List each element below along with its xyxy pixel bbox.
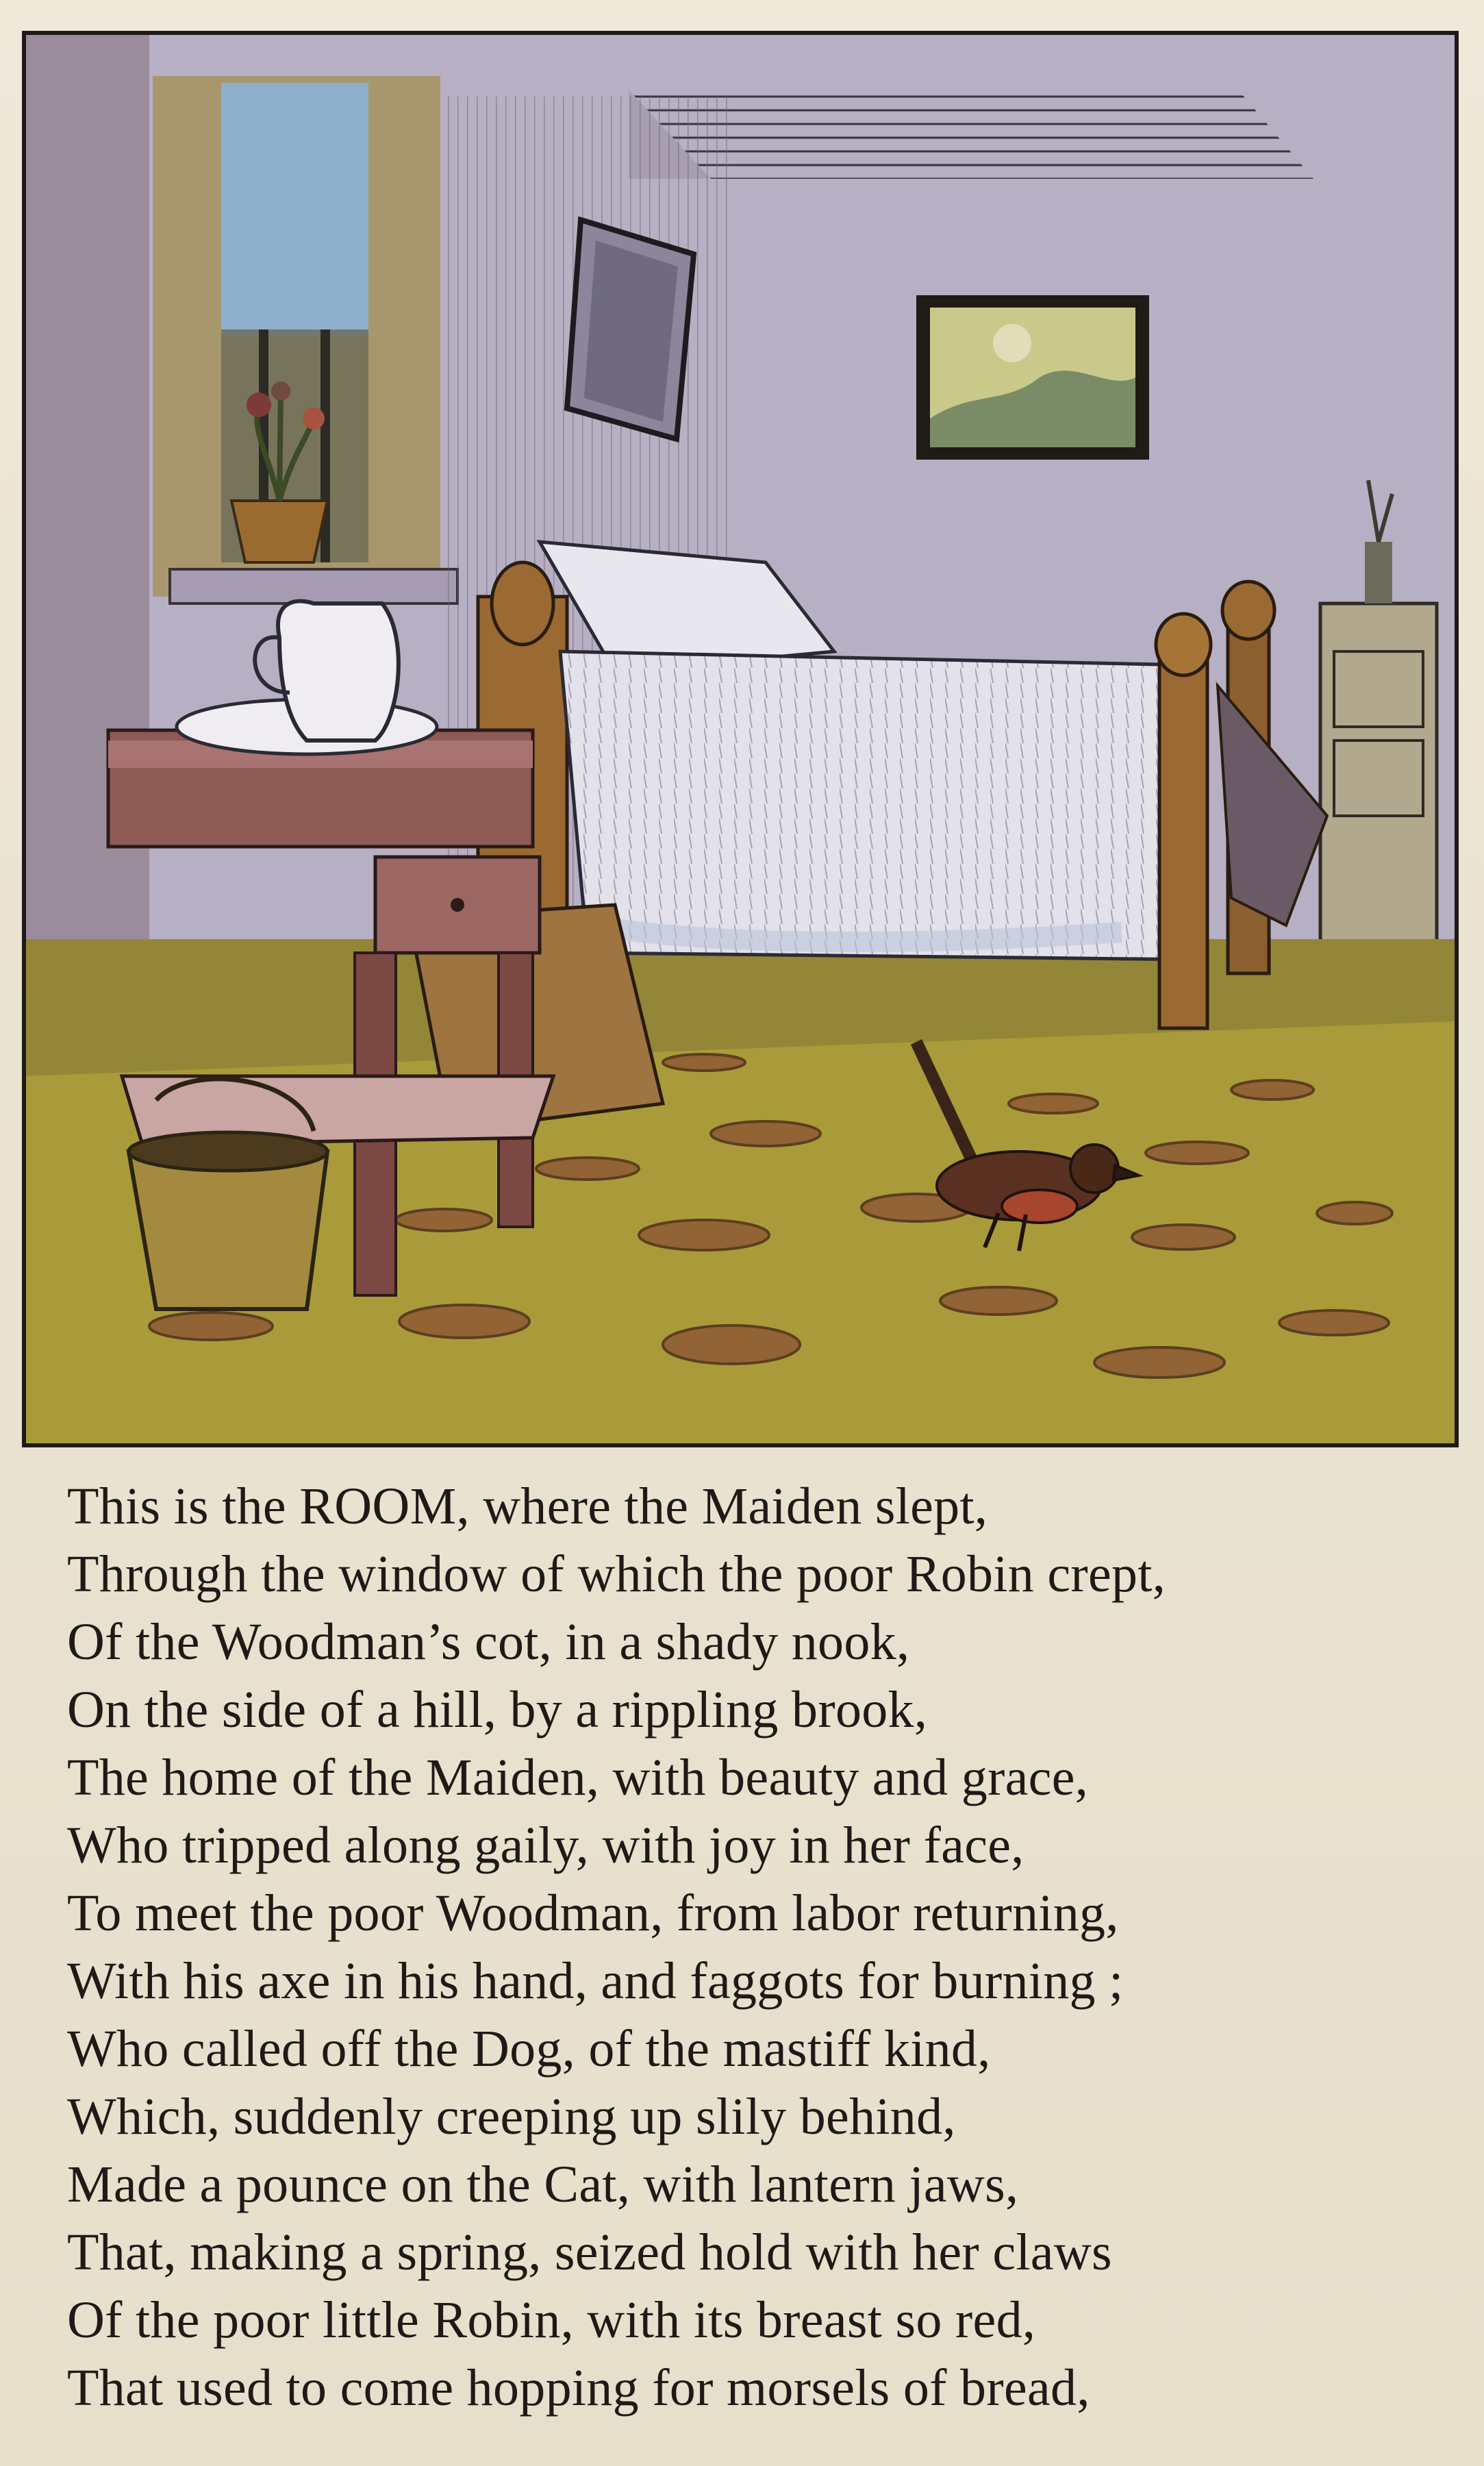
bucket	[129, 1151, 327, 1309]
verse-line: Of the Woodman’s cot, in a shady nook,	[67, 1613, 910, 1671]
verse-line: Who tripped along gaily, with joy in her face,	[67, 1817, 1024, 1874]
window-sky	[221, 83, 368, 336]
verse-line: Made a pounce on the Cat, with lantern jaws,	[67, 2156, 1019, 2213]
left-wall-shadow	[26, 35, 149, 1062]
verse-line: Which, suddenly creeping up slily behind,	[67, 2088, 956, 2145]
verse-line: That used to come hopping for morsels of bread,	[67, 2359, 1090, 2417]
bedroom-illustration	[26, 35, 1455, 1443]
verse-line: That, making a spring, seized hold with her claws	[67, 2224, 1112, 2281]
sloped-ceiling	[629, 90, 1313, 179]
verse-line: Of the poor little Robin, with its breast so red,	[67, 2291, 1036, 2349]
water-pitcher	[278, 601, 399, 740]
verse-line: On the side of a hill, by a rippling brook,	[67, 1681, 928, 1739]
bed-footpost	[1159, 645, 1207, 1028]
verse-line: To meet the poor Woodman, from labor returning,	[67, 1884, 1119, 1942]
verse-line: The home of the Maiden, with beauty and grace,	[67, 1749, 1089, 1806]
verse-text	[67, 1473, 1464, 2422]
illustration-plate	[22, 31, 1459, 1447]
verse-line: This is the ROOM, where the Maiden slept,	[67, 1478, 988, 1535]
window-sill	[170, 569, 457, 603]
verse-line: Through the window of which the poor Robin crept,	[67, 1545, 1166, 1603]
verse-line: With his axe in his hand, and faggots for burning ;	[67, 1952, 1124, 2010]
verse-line: Who called off the Dog, of the mastiff kind,	[67, 2020, 991, 2078]
flower-pot	[231, 501, 327, 562]
